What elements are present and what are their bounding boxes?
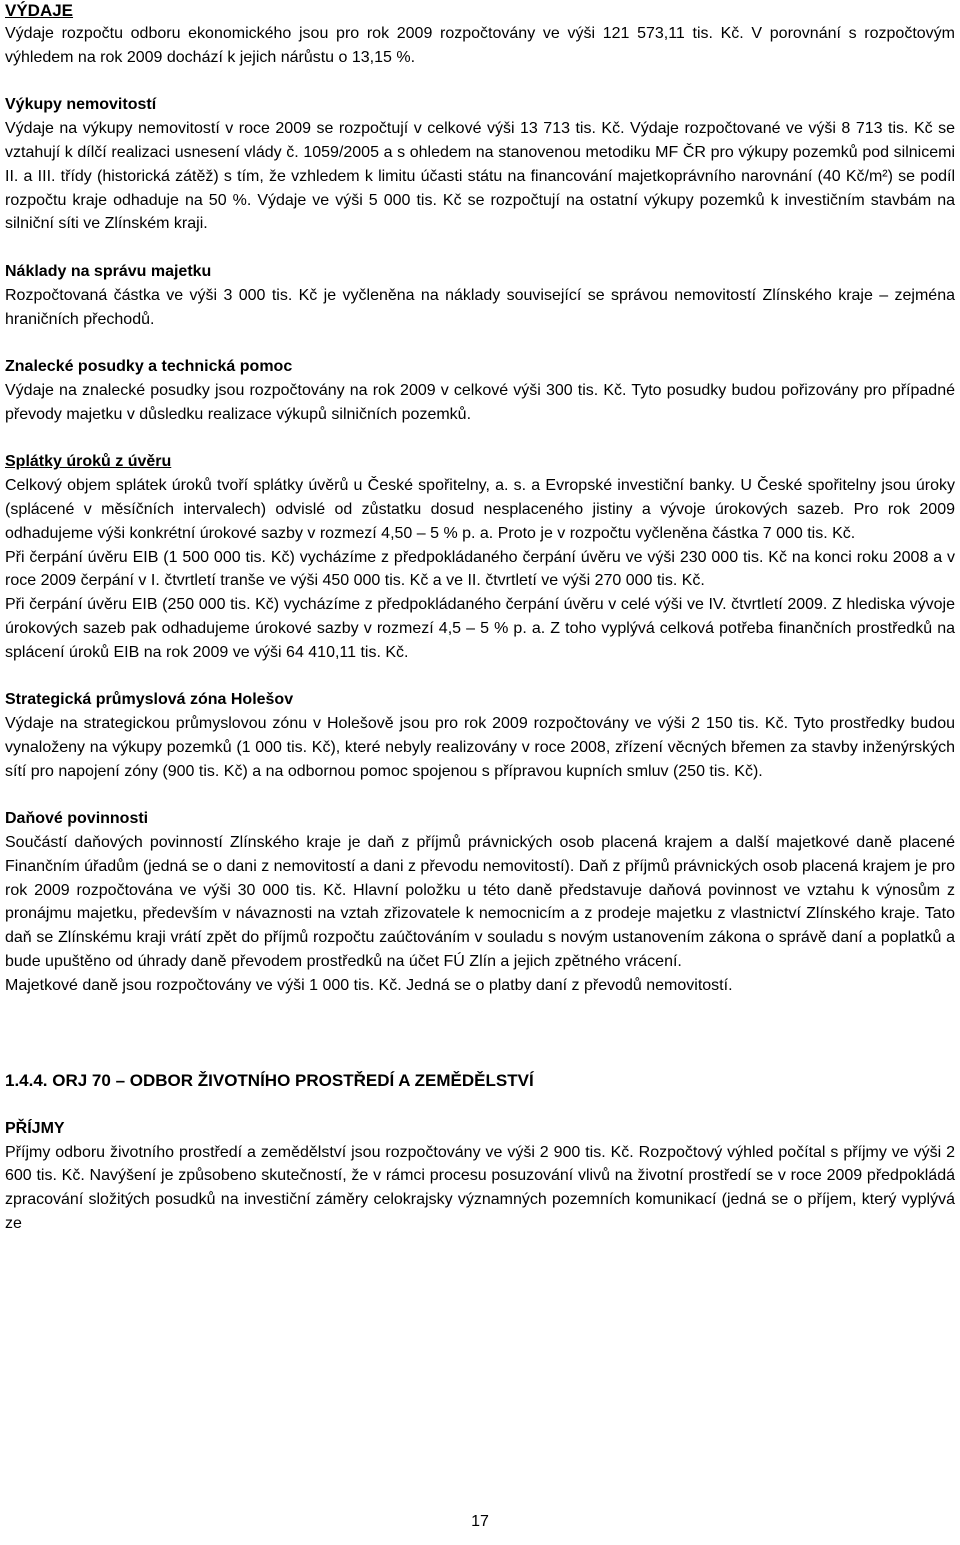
section-text-danove-1: Součástí daňových povinností Zlínského kraje je daň z příjmů právnických osob placená krajem a další majetkové daně placené Finančním úřadům (jedná se o dani z nemovitostí a dani z převodu nemovitostí). Daň z příjmů právnických osob placená krajem je pro rok 2009 rozpočtována ve výši 30 000 tis. Kč. Hlavní položku u této daně představuje daňová povinnost ve vztahu k výnosům z pronájmu majetku, především v návaznosti na vztah zřizovatele k nemocnicím a z prodeje majetku z vlastnictví Zlínského kraje. Tato daň se Zlínskému kraji vrátí zpět do příjmů rozpočtu zaúčtováním v souladu s novým ustanovením zákona o správě daní a poplatků a bude upuštěno od úhrady daně převodem prostředků na účet FÚ Zlín a jejich zpětného vrácení. <box>5 834 955 971</box>
section-text-splatky-2: Při čerpání úvěru EIB (1 500 000 tis. Kč) vycházíme z předpokládaného čerpání úvěru ve výši 230 000 tis. Kč na konci roku 2008 a v roce 2009 čerpání v I. čtvrtletí tranše ve výši 450 000 tis. Kč a ve II. čtvrtletí ve výši 270 000 tis. Kč. <box>5 548 955 590</box>
section-title-holesov: Strategická průmyslová zóna Holešov <box>5 691 294 709</box>
section-title-vykupy: Výkupy nemovitostí <box>5 96 157 114</box>
spacer <box>5 665 955 689</box>
chapter-heading: 1.4.4. ORJ 70 – ODBOR ŽIVOTNÍHO PROSTŘEDÍ A ZEMĚDĚLSTVÍ <box>5 1071 534 1091</box>
section-title-naklady: Náklady na správu majetku <box>5 262 212 280</box>
spacer <box>5 331 955 355</box>
spacer <box>5 1093 955 1117</box>
section-text-znalecke: Výdaje na znalecké posudky jsou rozpočtovány na rok 2009 v celkové výši 300 tis. Kč. Tyto posudky budou pořizovány pro případné převody majetku v důsledku realizace výkupů silničních pozemků. <box>5 381 955 423</box>
page-number: 17 <box>471 1513 489 1530</box>
heading-vydaje: VÝDAJE <box>5 1 74 20</box>
section-title-danove: Daňové povinnosti <box>5 810 149 828</box>
heading-prijmy: PŘÍJMY <box>5 1119 65 1137</box>
section-text-splatky-1: Celkový objem splátek úroků tvoří splátky úvěrů u České spořitelny, a. s. a Evropské investiční banky. U České spořitelny jsou úroky (splácené v měsíčních intervalech) odvislé od zůstatku dosud nesplaceného jistiny a vývoje úrokových sazeb. Pro rok 2009 odhadujeme výši konkrétní úrokové sazby v rozmezí 4,50 – 5 % p. a. Proto je v rozpočtu vyčleněna částka 7 000 tis. Kč. <box>5 477 955 542</box>
spacer <box>5 1045 955 1069</box>
spacer <box>5 427 955 451</box>
section-text-naklady: Rozpočtovaná částka ve výši 3 000 tis. Kč je vyčleněna na náklady související se správou nemovitostí Zlínského kraje – zejména hraničních přechodů. <box>5 286 955 328</box>
prijmy-paragraph: Příjmy odboru životního prostředí a zemědělství jsou rozpočtovány ve výši 2 900 tis. Kč. Rozpočtový výhled počítal s příjmy ve výši 2 600 tis. Kč. Navýšení je způsobeno skutečností, že v rámci procesu posuzování vlivů na životní prostředí se v roce 2009 předpokládá zpracování složitých posudků na investiční záměry celokrajsky významných pozemních komunikací (jedná se o příjem, který vyplývá ze <box>5 1143 955 1233</box>
spacer <box>5 998 955 1046</box>
section-text-danove-2: Majetkové daně jsou rozpočtovány ve výši 1 000 tis. Kč. Jedná se o platby daní z převodů nemovitostí. <box>5 976 733 994</box>
spacer <box>5 70 955 94</box>
section-text-holesov: Výdaje na strategickou průmyslovou zónu v Holešově jsou pro rok 2009 rozpočtovány ve výši 2 150 tis. Kč. Tyto prostředky budou vynaloženy na výkupy pozemků (1 000 tis. Kč), které nebyly realizovány v roce 2008, zřízení věcných břemen za stavby inženýrských sítí pro napojení zóny (900 tis. Kč) a na odbornou pomoc spojenou s přípravou kupních smluv (250 tis. Kč). <box>5 715 955 780</box>
section-text-splatky-3: Při čerpání úvěru EIB (250 000 tis. Kč) vycházíme z předpokládaného čerpání úvěru v celé výši ve IV. čtvrtletí 2009. Z hlediska vývoje úrokových sazeb pak odhadujeme úrokové sazby v rozmezí 4,5 – 5 % p. a. Z toho vyplývá celková potřeba finančních prostředků na splácení úroků EIB na rok 2009 ve výši 64 410,11 tis. Kč. <box>5 596 955 661</box>
spacer <box>5 236 955 260</box>
intro-paragraph: Výdaje rozpočtu odboru ekonomického jsou pro rok 2009 rozpočtovány ve výši 121 573,11 tis. Kč. V porovnání s rozpočtovým výhledem na rok 2009 dochází k jejich nárůstu o 13,15 %. <box>5 25 955 66</box>
document-page <box>5 0 955 1236</box>
section-title-znalecke: Znalecké posudky a technická pomoc <box>5 358 293 376</box>
section-title-splatky: Splátky úroků z úvěru <box>5 453 172 471</box>
section-text-vykupy: Výdaje na výkupy nemovitostí v roce 2009 se rozpočtují v celkové výši 13 713 tis. Kč. Výdaje rozpočtované ve výši 8 713 tis. Kč se vztahují k dílčí realizaci usnesení vlády č. 1059/2005 a s ohledem na stanovenou metodiku MF ČR pro výkupy pozemků pod silnicemi II. a III. třídy (historická zátěž) s tím, že vzhledem k limitu účasti státu na financování majetkoprávního narovnání (40 Kč/m²) se podíl rozpočtu kraje odhaduje na 50 %. Výdaje ve výši 5 000 tis. Kč se rozpočtují na ostatní výkupy pozemků k investičním stavbám na silniční síti ve Zlínském kraji. <box>5 120 955 233</box>
spacer <box>5 784 955 808</box>
